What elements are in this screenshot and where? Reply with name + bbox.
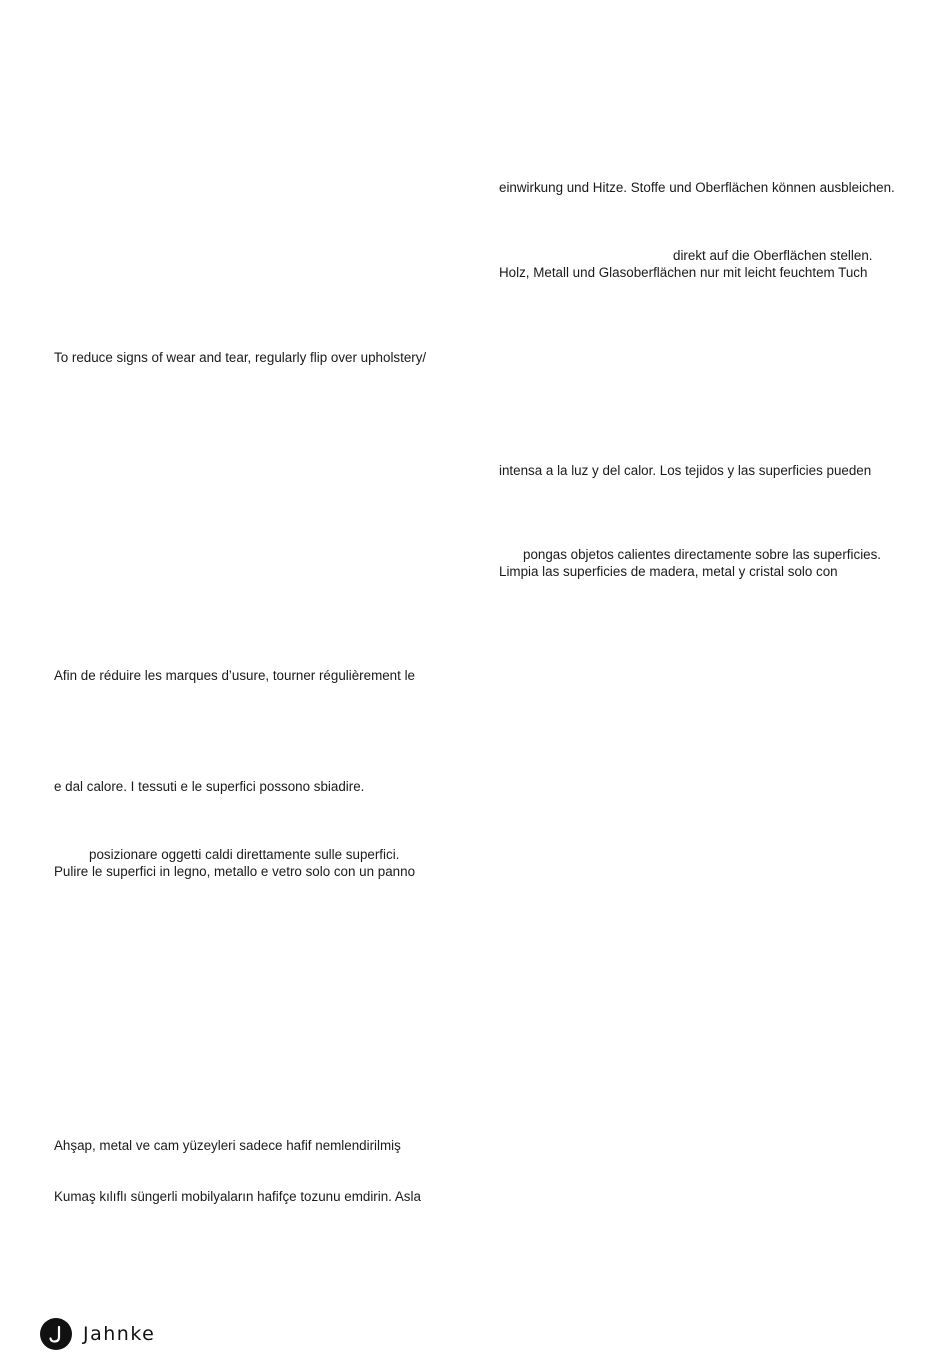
de-text-line-2: direkt auf die Oberflächen stellen.	[673, 248, 873, 263]
jahnke-logo-icon	[40, 1318, 72, 1350]
it-text-line-3: Pulire le superfici in legno, metallo e vetro solo con un panno	[54, 864, 416, 879]
es-text-line-3: Limpia las superficies de madera, metal y cristal solo con	[499, 564, 838, 579]
de-text-line-1: einwirkung und Hitze. Stoffe und Oberflächen können ausbleichen.	[499, 180, 895, 195]
brand-logo	[40, 1318, 155, 1350]
de-text-line-3: Holz, Metall und Glasoberflächen nur mit leicht feuchtem Tuch	[499, 265, 868, 280]
es-text-line-2: pongas objetos calientes directamente sobre las superficies.	[523, 547, 882, 562]
tr-text-line-2: Kumaş kılıflı süngerli mobilyaların hafifçe tozunu emdirin. Asla	[54, 1189, 421, 1204]
tr-text-line-1: Ahşap, metal ve cam yüzeyleri sadece hafif nemlendirilmiş	[54, 1138, 401, 1153]
fr-text-line-1: Afin de réduire les marques d’usure, tourner régulièrement le	[54, 668, 415, 683]
it-text-line-1: e dal calore. I tessuti e le superfici possono sbiadire.	[54, 779, 365, 794]
brand-wordmark: Jahnke	[83, 1323, 156, 1345]
it-text-line-2: posizionare oggetti caldi direttamente sulle superfici.	[89, 847, 400, 862]
en-text-line-1: To reduce signs of wear and tear, regularly flip over upholstery/	[54, 350, 427, 365]
es-text-line-1: intensa a la luz y del calor. Los tejidos y las superficies pueden	[499, 463, 872, 478]
